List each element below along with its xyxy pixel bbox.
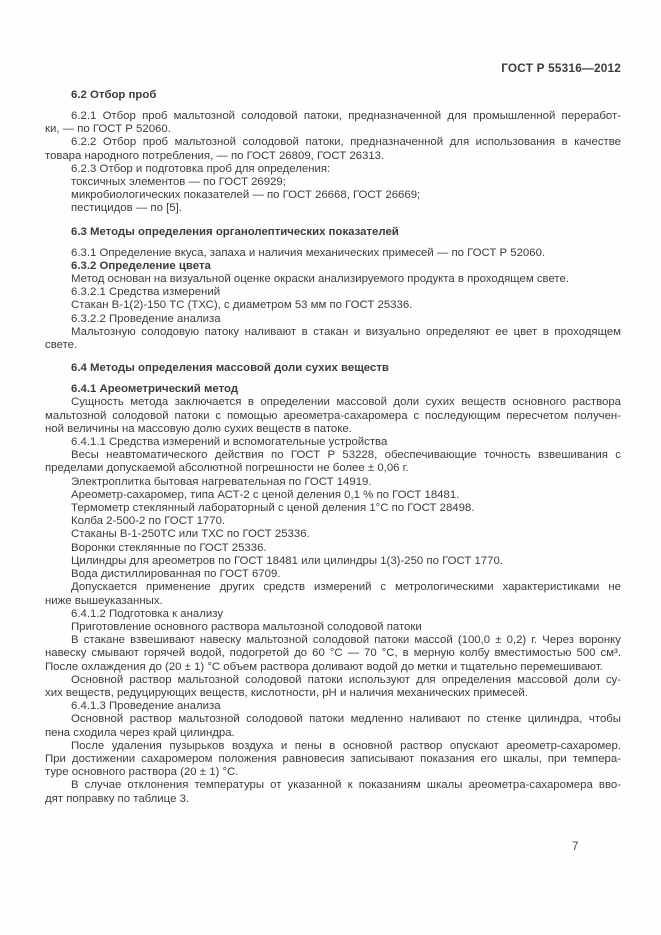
paragraph-color-analysis <box>45 326 621 352</box>
text-line: 6.4.1.3 Проведение анализа <box>71 700 221 713</box>
paragraph-cylinders <box>45 555 621 568</box>
list-item-toxic-elements <box>45 176 621 189</box>
paragraph-preparation-title <box>45 621 621 634</box>
text-line: 6.2.3 Отбор и подготовка проб для определения: <box>71 162 331 175</box>
text-line: 6.3.1 Определение вкуса, запаха и наличия механических примесей — по ГОСТ Р 52060. <box>71 246 546 259</box>
standard-code: ГОСТ Р 55316—2012 <box>501 61 621 75</box>
paragraph-thermometer <box>45 502 621 515</box>
text-line: мальтозной солодовой патоки с помощью ареометра-сахаромера с последующим пересчетом получен- <box>45 409 621 422</box>
text-line: В случае отклонения температуры от указанной к показаниям шкалы ареометра-сахаромера вво- <box>71 779 621 792</box>
text-line: Метод основан на визуальной оценке окраски анализируемого продукта в проходящем свете. <box>71 273 570 286</box>
text-line: 6.2 Отбор проб <box>71 89 157 101</box>
text-line: пена сходила через край цилиндра. <box>45 726 235 739</box>
paragraph-pouring <box>45 713 621 739</box>
paragraph-method-color <box>45 273 621 286</box>
section-heading-6-3 <box>45 225 621 239</box>
text-line: После удаления пузырьков воздуха и пены в основной раствор опускают ареометр-сахаромер. <box>71 739 621 752</box>
paragraph-6-3-2-2 <box>45 313 621 326</box>
text-line: 6.3.2.1 Средства измерений <box>71 286 221 299</box>
text-line: При достижении сахаромером положения равновесия записывают показания его шкалы, при темпера- <box>45 752 621 765</box>
paragraph-scales <box>45 449 621 475</box>
text-line: 6.2.2 Отбор проб мальтозной солодовой патоки, предназначенной для использования в качестве <box>71 136 621 149</box>
text-line: ниже вышеуказанных. <box>45 594 163 607</box>
page-header <box>0 0 661 75</box>
paragraph-6-3-1 <box>45 247 621 260</box>
text-line: 6.3.2 Определение цвета <box>71 259 211 272</box>
page-number: 7 <box>572 840 579 853</box>
text-line: пестицидов — по [5]. <box>71 202 182 215</box>
text-line: 6.4 Методы определения массовой доли сухих веществ <box>71 362 389 375</box>
paragraph-other-instruments <box>45 581 621 607</box>
text-line: 6.4.1 Ареометрический метод <box>71 383 239 396</box>
paragraph-hotplate <box>45 476 621 489</box>
text-line: хих веществ, редуцирующих веществ, кислотности, рН и наличия механических примесей. <box>45 686 528 699</box>
section-heading-6-2 <box>45 88 621 102</box>
paragraph-6-4-1-2 <box>45 608 621 621</box>
text-line: 6.4.1.1 Средства измерений и вспомогательные устройства <box>71 436 388 449</box>
text-line: ки, — по ГОСТ Р 52060. <box>45 123 171 136</box>
paragraph-flask <box>45 515 621 528</box>
text-line: Основной раствор мальтозной солодовой патоки медленно наливают по стенке цилиндра, чтобы <box>71 713 621 726</box>
paragraph-beakers <box>45 528 621 541</box>
paragraph-temperature-correction <box>45 779 621 805</box>
subsection-heading-6-4-1 <box>45 383 621 396</box>
paragraph-6-2-1 <box>45 110 621 136</box>
text-line: ной величины на массовую долю сухих веществ в патоке. <box>45 422 352 435</box>
text-line: Колба 2-500-2 по ГОСТ 1770. <box>71 515 226 528</box>
paragraph-method-essence <box>45 396 621 436</box>
text-line: 6.2.1 Отбор проб мальтозной солодовой патоки, предназначенной для промышленной переработ- <box>71 110 621 122</box>
paragraph-funnels <box>45 542 621 555</box>
section-heading-6-4 <box>45 361 621 375</box>
paragraph-measuring <box>45 740 621 780</box>
subsection-heading-6-3-2 <box>45 260 621 273</box>
text-line: После охлаждения до (20 ± 1) °С объем раствора доливают водой до метки и тщательно перемешивают. <box>45 660 603 673</box>
paragraph-6-2-3 <box>45 163 621 176</box>
paragraph-areometer <box>45 489 621 502</box>
text-line: навеску смывают горячей водой, подогретой до 60 °С — 70 °С, в мерную колбу вместимостью 500 см³. <box>45 647 621 660</box>
text-line: 6.3 Методы определения органолептических показателей <box>71 225 399 238</box>
list-item-pesticides <box>45 202 621 215</box>
text-line: Стаканы В-1-250ТС или ТХС по ГОСТ 25336. <box>71 528 310 541</box>
list-item-microbiology <box>45 189 621 202</box>
text-line: Вода дистиллированная по ГОСТ 6709. <box>71 568 281 581</box>
text-line: Ареометр-сахаромер, типа АСТ-2 с ценой деления 0,1 % по ГОСТ 18481. <box>71 488 460 501</box>
text-line: В стакане взвешивают навеску мальтозной солодовой патоки массой (100,0 ± 0,2) г. Через воронку <box>71 634 621 647</box>
text-line: Весы неавтоматического действия по ГОСТ Р 53228, обеспечивающие точность взвешивания с <box>71 449 621 462</box>
paragraph-6-4-1-3 <box>45 700 621 713</box>
text-line: токсичных элементов — по ГОСТ 26929; <box>71 176 286 189</box>
text-line: пределами допускаемой абсолютной погрешности не более ± 0,06 г. <box>45 462 409 475</box>
text-line: Термометр стеклянный лабораторный с ценой деления 1°С по ГОСТ 28498. <box>71 502 475 515</box>
paragraph-6-2-2 <box>45 136 621 162</box>
text-line: Воронки стеклянные по ГОСТ 25336. <box>71 541 267 554</box>
page-footer <box>572 840 578 854</box>
text-line: Основной раствор мальтозной солодовой патоки используют для определения массовой доли су- <box>71 673 621 686</box>
paragraph-beaker <box>45 299 621 312</box>
text-line: микробиологических показателей — по ГОСТ 26668, ГОСТ 26669; <box>71 189 421 202</box>
text-line: дят поправку по таблице 3. <box>45 792 190 805</box>
text-line: товара народного потребления, — по ГОСТ 26809, ГОСТ 26313. <box>45 149 385 162</box>
paragraph-solution-use <box>45 674 621 700</box>
paragraph-water <box>45 568 621 581</box>
text-line: Электроплитка бытовая нагревательная по ГОСТ 14919. <box>71 475 372 488</box>
text-line: Сущность метода заключается в определении массовой доли сухих веществ основного раствора <box>71 396 621 409</box>
text-line: свете. <box>45 339 78 352</box>
text-line: 6.3.2.2 Проведение анализа <box>71 312 221 325</box>
paragraph-6-3-2-1 <box>45 286 621 299</box>
text-line: Допускается применение других средств измерений с метрологическими характеристиками не <box>71 581 621 594</box>
text-line: 6.4.1.2 Подготовка к анализу <box>71 607 224 620</box>
paragraph-weighing <box>45 634 621 674</box>
document-body <box>45 88 621 806</box>
text-line: Стакан В-1(2)-150 ТС (ТХС), с диаметром 53 мм по ГОСТ 25336. <box>71 299 413 312</box>
text-line: Приготовление основного раствора мальтозной солодовой патоки <box>71 620 422 633</box>
text-line: туре основного раствора (20 ± 1) °С. <box>45 766 239 779</box>
text-line: Цилиндры для ареометров по ГОСТ 18481 или цилиндры 1(3)-250 по ГОСТ 1770. <box>71 554 503 567</box>
paragraph-6-4-1-1 <box>45 436 621 449</box>
text-line: Мальтозную солодовую патоку наливают в стакан и визуально определяют ее цвет в проходящем <box>71 325 621 338</box>
